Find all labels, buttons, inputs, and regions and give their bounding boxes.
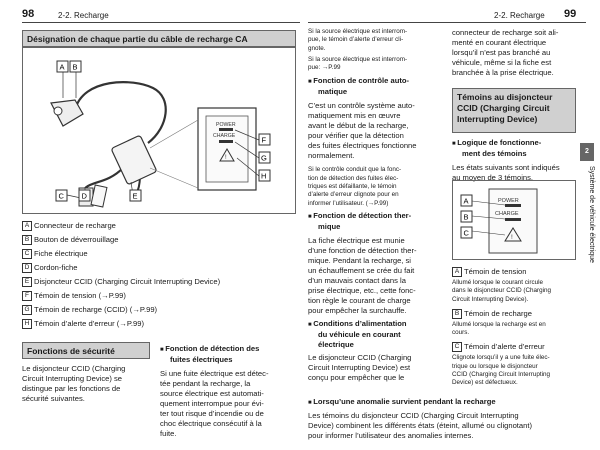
legend-item: D Cordon-fiche — [22, 261, 220, 275]
auto-check-title: ■ Fonction de contrôle auto- — [308, 76, 410, 86]
indicator-callout-a — [461, 195, 472, 206]
legend-item: E Disjoncteur CCID (Charging Circuit Interrupting Device) — [22, 275, 220, 289]
safety-functions-text: Le disjoncteur CCID (Charging Circuit Interrupting Device) se distingue par les fonctions de sécurité suivantes. — [22, 364, 126, 403]
indicator-callout-b — [461, 211, 472, 222]
right-intro-text: connecteur de recharge soit ali- menté en courant électrique lorsqu’il n’est pas branché au véhicule, même si la fiche est branchée à la prise électrique. — [452, 28, 559, 77]
unit-charge-text: CHARGE — [213, 133, 236, 139]
right-section-title: 2-2. Recharge — [494, 11, 545, 20]
left-page-number: 98 — [22, 8, 35, 20]
chapter-side-title: Système de véhicule électrique — [588, 166, 595, 263]
cable-diagram — [22, 47, 296, 214]
callout-b — [70, 61, 81, 72]
legend-item: A Connecteur de recharge — [22, 219, 220, 233]
legend-item: C Fiche électrique — [22, 247, 220, 261]
svg-text:B: B — [463, 212, 469, 222]
left-header-rule — [22, 22, 300, 23]
indicator-illustration — [453, 181, 575, 259]
leak-detection-section: ■ Fonction de détection des fuites électriques Si une fuite électrique est détec- tée pendant la recharge, la source électrique est automati- quement interrompue pour évi- ter tout risque d’incendie ou de choc électrique consécutif à la fuite. — [160, 344, 296, 439]
left-section-title: 2-2. Recharge — [58, 11, 109, 20]
middle-column: Si la source électrique est interrom- pue, le témoin d’alerte d’erreur cli- gnote. Si la source électrique est interrom- pue: →P.99 ■ Fonction de contrôle auto- matique C’est un contrôle système auto- matiquement mis en œuvre avant le début de la recharge, pour vérifier que la détection des fuites électriques fonctionne normalement. Si le contrôle conduit que la fonc- tion de détection des fuites élec- triques est défaillante, le témoin d’alerte d’erreur clignote pour en informer l’utilisateur. (→P.99) ■ Fonction de détection ther- mique La fiche électrique est munie d’une fonction de détection ther- mique. Pendant la recharge, si un échauffement se crée du fait d’un mauvais contact dans la prise électrique, etc., cette fonc- tion règle le courant de charge pour empêcher la surchauffe. ■ Conditions d’alimentation du véhicule en courant électrique Le disjoncteur CCID (Charging Circuit Interrupting Device) est conçu pour empêcher que le — [308, 28, 444, 383]
thermal-detection-title: ■ Fonction de détection ther- — [308, 210, 412, 220]
callout-c — [56, 190, 67, 201]
svg-text:A: A — [463, 196, 469, 206]
right-header-rule — [308, 22, 586, 23]
indicator-charge-text: CHARGE — [495, 211, 519, 217]
svg-text:H: H — [261, 171, 267, 181]
callout-g — [259, 152, 270, 163]
leak-detection-title: ■ Fonction de détection des — [160, 344, 260, 353]
cable-parts-title: Désignation de chaque partie du câble de recharge CA — [22, 30, 296, 47]
legend-item: B Bouton de déverrouillage — [22, 233, 220, 247]
callout-h — [259, 170, 270, 181]
svg-text:C: C — [58, 191, 64, 201]
indicator-item-voltage: A Témoin de tension — [452, 265, 580, 279]
callout-f — [259, 134, 270, 145]
legend-item: G Témoin de recharge (CCID) (→P.99) — [22, 303, 220, 317]
callout-d — [79, 190, 90, 201]
svg-text:A: A — [59, 62, 65, 72]
anomaly-section: ■ Lorsqu’une anomalie survient pendant la recharge Les témoins du disjoncteur CCID (Charging Circuit Interrupting Device) combinent les différents états (éteint, allumé ou clignotant) pour informer l’utilisateur des anomalies internes. — [308, 397, 583, 441]
indicator-power-text: POWER — [498, 198, 519, 204]
ccid-indicators-title: Témoins au disjoncteur CCID (Charging Circuit Interrupting Device) — [452, 88, 576, 133]
cable-illustration — [23, 48, 295, 213]
indicator-diagram — [452, 180, 576, 260]
right-page-number: 99 — [564, 8, 577, 20]
svg-text:F: F — [261, 135, 267, 145]
legend-item: H Témoin d’alerte d’erreur (→P.99) — [22, 317, 220, 331]
unit-power-text: POWER — [216, 122, 236, 128]
svg-text:D: D — [81, 191, 87, 201]
svg-text:E: E — [132, 191, 138, 201]
indicator-item-error: C Témoin d’alerte d’erreur — [452, 340, 580, 354]
chapter-tab: 2 — [580, 143, 594, 161]
svg-text:B: B — [72, 62, 78, 72]
svg-text:C: C — [463, 228, 469, 238]
indicator-descriptions: A Témoin de tension Allumé lorsque le courant circule dans le disjoncteur CCID (Charging Circuit Interrupting Device). B Témoin de recharge Allumé lorsque la recharge est en cours. C Témoin d’alerte d’erreur Clignote lorsqu’il y a une fuite élec- trique ou lorsque le disjoncteur CCID (Charging Circuit Interrupting Device) est défectueux. — [452, 265, 580, 388]
safety-functions-title: Fonctions de sécurité — [22, 342, 150, 359]
parts-legend — [22, 219, 220, 331]
indicator-item-charge: B Témoin de recharge — [452, 307, 580, 321]
callout-e — [130, 190, 141, 201]
legend-item: F Témoin de tension (→P.99) — [22, 289, 220, 303]
svg-text:!: ! — [225, 155, 227, 161]
indicator-logic-title: ■ Logique de fonctionne- — [452, 138, 542, 147]
anomaly-title: ■ Lorsqu’une anomalie survient pendant la recharge — [308, 397, 496, 406]
power-conditions-title: ■ Conditions d’alimentation — [308, 318, 407, 328]
indicator-callout-c — [461, 227, 472, 238]
svg-text:!: ! — [511, 234, 513, 241]
svg-text:G: G — [261, 153, 267, 163]
callout-a — [57, 61, 68, 72]
indicator-logic-section: ■ Logique de fonctionne- ment des témoins Les états suivants sont indiqués au moyen de 3 témoins. — [452, 138, 578, 183]
